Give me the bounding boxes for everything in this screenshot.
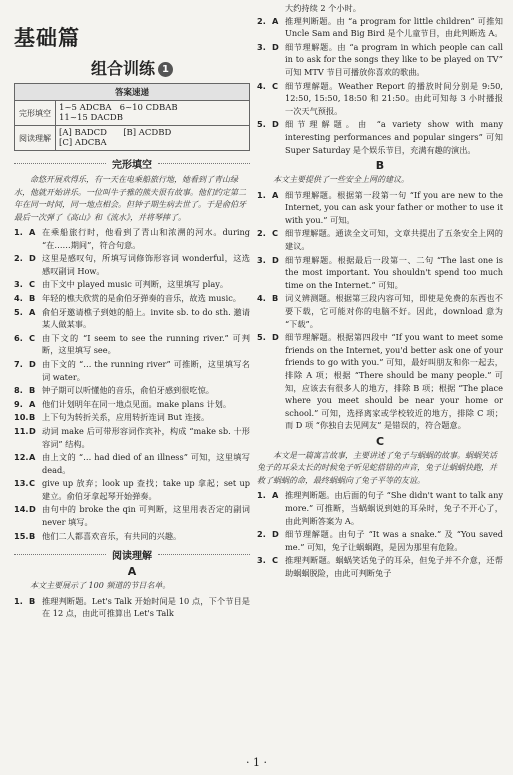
unit-title [14,56,250,79]
item-explanation: 由下文的 “I seem to see the running river.” 可判断，这里填写 see。 [42,332,250,356]
item-explanation: 他们二人都喜欢音乐，有共同的兴趣。 [42,530,182,541]
item-answer-letter: D [272,254,279,265]
answer-line: [C] ADCBA [59,138,107,148]
answer-line: 11~15 DACDB [59,113,123,123]
item-number: 1. [14,227,23,237]
item-number: 15. [14,530,29,541]
item-answer-letter: B [29,385,36,396]
answer-item [14,226,250,251]
answer-item [257,292,503,330]
item-answer-letter: C [272,555,279,566]
answer-item [14,384,250,397]
item-explanation: 细节理解题。由 “a variety show with many interesting performances and popular singers” 可知 Super Saturday 是个娱乐节目，充满有趣的演出。 [285,119,503,155]
cloze-intro: 命悠开展欢得乐，有一天在电乘船旅行地，她看到了青山绿水，他就开始讲乐。一位叫牛子雅的熊夫很有故事。他们约定第二年在同一时间，同一地点相会。但钟子期生病去世了。于是俞伯牙最后一次弹了《高山》和《流水》，并将琴摔了。 [14,175,246,222]
cloze-heading: 完形填空 [14,156,250,171]
item-answer-letter: A [29,452,36,463]
item-number: 3. [257,41,266,52]
item-answer-letter: B [29,292,36,303]
item-number: 12. [14,452,29,463]
answer-item [257,489,503,527]
item-answer-letter: D [272,119,279,130]
item-number: 4. [257,80,266,91]
item-answer-letter: A [272,490,279,501]
item-answer-letter: A [272,15,279,26]
answer-table [14,83,250,151]
answer-item [14,595,250,620]
item-answer-letter: A [29,227,36,237]
item-answer-letter: B [29,530,36,541]
item-explanation: 由下文中 played music 可判断，这里填写 play。 [42,279,229,290]
item-number: 10. [14,412,29,423]
item-answer-letter: D [29,253,36,264]
item-answer-letter: B [272,293,279,304]
item-explanation: 细节理解题。根据第一段第一句 “If you are new to the Internet, you can ask your father or mother to use it with you.” 可知。 [285,189,503,225]
answer-item [257,189,503,227]
answer-item [14,332,250,357]
item-answer-letter: B [29,595,36,606]
answer-item [14,252,250,277]
item-answer-letter: D [29,425,36,436]
page-number: · 1 · [246,756,267,769]
item-explanation: 推理判断题。蜗蜗笑话兔子的耳朵，但兔子并不介意，还帮助蜗蜗脱险，由此可判断兔子 [285,555,503,578]
item-answer-letter: C [29,478,36,489]
answer-item [257,254,503,292]
item-number: 6. [14,332,23,343]
answer-item [14,451,250,476]
item-explanation: 由上文的 “… had died of an illness” 可知，这里填写 dead。 [42,452,250,475]
item-number: 5. [257,332,266,343]
answer-table-header: 答案速递 [15,84,250,101]
item-number: 3. [257,555,266,566]
passage-a-heading: A [127,565,137,579]
passage-a-answer-list [14,595,250,620]
answer-line: 1~5 ADCBA 6~10 CDBAB [59,103,178,113]
item-answer-letter: A [29,398,36,409]
item-number: 13. [14,478,29,489]
answer-item [257,118,503,156]
item-explanation: 细节理解题。Weather Report 的播放时间分别是 9:50, 12:50, 15:50, 18:50 和 21:50。由此可知每 3 小时播报一次天气预报。 [285,80,503,116]
item-answer-letter: D [272,332,279,343]
answer-row-label: 完形填空 [15,101,56,126]
answer-item [14,278,250,291]
item-explanation: 细节理解题。根据第四段中 “If you want to meet some friends on the Internet, you'd better ask one of your friends to go with you.” 可知，最好叫朋友和你一起去，排除 A 项；根据 “There should be many people.” 可知，应该去有很多人的地方，排除 B 项；根据 “The place where you meet should be near your home or school.” 可知，选择离家或学校较近的地方，排除 C 项；而 D 项 “你独自去见网友” 是错误的，符合题意。 [285,332,503,431]
item-explanation: 推理判断题。Let's Talk 开始时间是 10 点，下个节目是在 12 点，由此可推算出 Let's Talk [42,595,250,619]
item-number: 9. [14,398,23,409]
reading-heading: 阅读理解 [14,547,250,562]
item-number: 2. [257,15,266,26]
item-number: 2. [14,253,23,264]
item-number: 3. [14,279,23,290]
item-answer-letter: D [29,504,36,515]
item-answer-letter: C [272,80,279,91]
item-number: 5. [14,306,23,317]
answer-item [257,80,503,118]
item-number: 11. [14,425,29,436]
item-explanation: 细节理解题。由句子 “It was a snake.” 及 “You saved me.” 可知，兔子让蜗蜗跑，是因为那里有危险。 [285,529,503,552]
answer-item [14,503,250,528]
right-column [257,2,503,753]
item-explanation: 俞伯牙邀请樵子到她的船上。invite sb. to do sth. 邀请某人做某事。 [42,306,250,330]
answer-row-values [56,101,250,126]
item-answer-letter: A [272,189,279,200]
answer-item [14,398,250,411]
answer-row-values [56,126,250,151]
answer-item [257,227,503,252]
item-number: 4. [14,292,23,303]
item-number: 5. [257,119,266,130]
passage-b-heading: B [375,159,385,173]
answer-item [14,477,250,502]
item-explanation: 年轻的樵夫欣赏的是俞伯牙弹奏的音乐，故选 music。 [42,292,241,303]
item-answer-letter: C [29,279,36,290]
item-number: 2. [257,529,266,540]
item-number: 7. [14,358,23,369]
passage-a-answer-list-continued [257,15,503,157]
cloze-answer-list [14,226,250,542]
item-explanation: 细节理解题。根据最后一段第一、二句 “The last one is the most important. You shouldn't spend too much time on the Internet.” 可知。 [285,254,503,290]
item-explanation: 他们计划明年在同一地点见面。make plans 计划。 [42,398,232,409]
answer-item [257,331,503,432]
item-explanation: 这里是感叹句，所填写词修饰形容词 wonderful，这选感叹副词 How。 [42,253,250,276]
item-answer-letter: D [272,529,279,540]
item-explanation: 上下句为转折关系，应用转折连词 But 连接。 [42,412,210,423]
answer-item [257,528,503,553]
item-number: 1. [257,490,266,501]
item-explanation: give up 放弃；look up 查找；take up 拿起；set up 建立。俞伯牙拿起琴开始弹奏。 [42,478,250,501]
item-explanation: 推理判断题。由后面的句子 “She didn't want to talk any more.” 可推断，当蜗蜗说到她的耳朵时，兔子不开心了，由此判断答案为 A。 [285,490,503,526]
item-explanation: 在乘船旅行时，他看到了青山和浓溯的河水。during “在……期间”，符合句意。 [42,227,250,250]
answer-item [257,15,503,40]
passage-b-intro: 本文主要提供了一些安全上网的建议。 [273,175,409,185]
answer-item [257,554,503,579]
item-number: 1. [257,189,266,200]
item-explanation: 细节理解题。通读全文可知，文章共提出了五条安全上网的建议。 [285,228,503,251]
answer-line: [A] BADCD [B] ACDBD [59,128,172,138]
passage-b-answer-list [257,189,503,432]
passage-c-intro: 本文是一篇寓言故事，主要讲述了兔子与蜗蜗的故事。蜗蜗笑话兔子的耳朵太长的时候兔子听见蛇搭错的声音，兔子让蜗蜗快跑，并救了蜗蜗的命，最终蜗蜗向了兔子平等的友谊。 [257,450,497,485]
left-column [14,0,250,753]
item-answer-letter: A [29,306,36,317]
item-number: 4. [257,293,266,304]
item-explanation: 动词 make 后可带形容词作宾补，构成 “make sb. 十形容词” 结构。 [42,425,250,449]
answer-item [14,292,250,305]
item-number: 3. [257,254,266,265]
item-explanation: 由句中的 broke the qin 可判断，这里用表否定的副词 never 填写。 [42,504,250,528]
item-explanation: 推理判断题。由 “a program for little children” 可推知 Uncle Sam and Big Bird 是个儿童节目，由此判断选 A。 [285,15,503,39]
answer-row-label: 阅读理解 [15,126,56,151]
section-title: 基础篇 [14,26,80,50]
continued-text: 大约持续 2 个小时。 [285,3,361,13]
answer-item [14,425,250,450]
passage-a-intro: 本文主要展示了 100 频道的节目名单。 [30,581,171,591]
passage-c-heading: C [375,434,385,448]
item-explanation: 细节理解题。由 “a program in which people can call in to ask for the songs they like to be played on TV” 可知 MTV 节目可播放你喜欢的歌曲。 [285,41,503,77]
unit-title-text: 组合训练 [90,59,155,78]
item-explanation: 由下文的 “… the running river” 可推断，这里填写名词 water。 [42,358,250,382]
answer-item [14,530,250,543]
item-answer-letter: B [29,412,36,423]
item-answer-letter: C [29,332,36,343]
passage-c-answer-list [257,489,503,579]
item-number: 2. [257,228,266,239]
item-answer-letter: D [272,41,279,52]
unit-number-badge: 1 [158,62,173,77]
item-answer-letter: D [29,358,36,369]
item-number: 1. [14,595,23,606]
answer-item [14,358,250,383]
item-explanation: 词义辨测题。根据第三段内容可知，即使是免费的东西也不要下载，它可能对你的电脑不好。因此，download 意为 “下载”。 [285,293,503,329]
answer-item [14,411,250,424]
answer-item [14,306,250,331]
item-explanation: 钟子期可以听懂他的音乐，俞伯牙感到很吃惊。 [42,385,214,396]
item-answer-letter: C [272,228,279,239]
answer-item [257,41,503,79]
item-number: 14. [14,504,29,515]
item-number: 8. [14,385,23,396]
